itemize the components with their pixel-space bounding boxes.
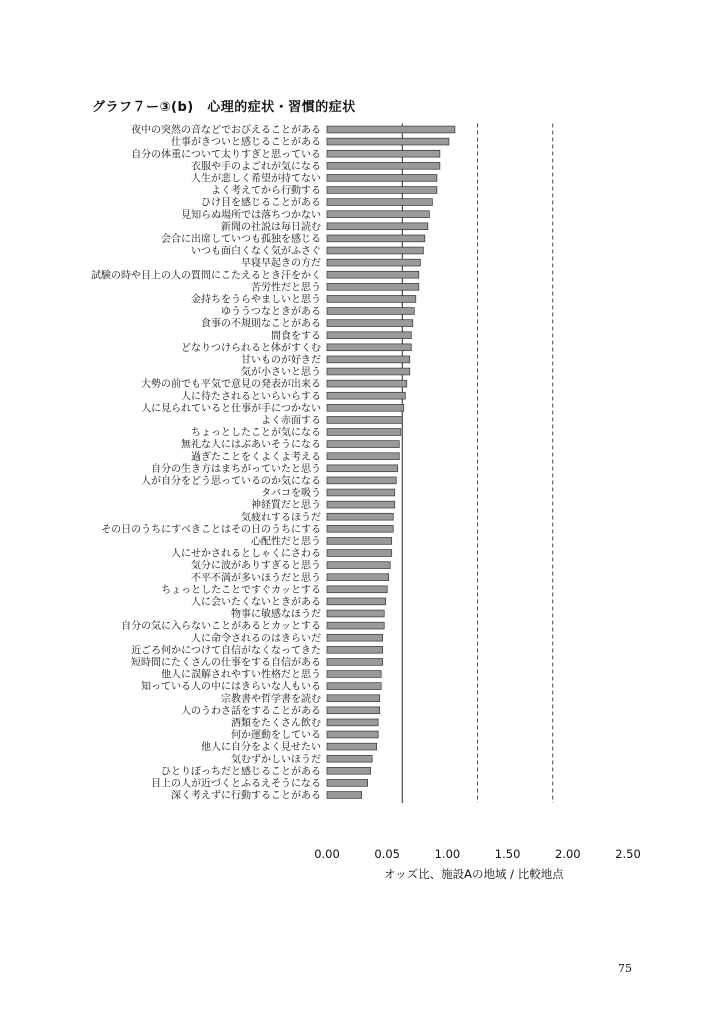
category-label: 人生が悲しく希望が持てない	[191, 173, 321, 185]
bar	[327, 150, 440, 157]
bar	[327, 235, 425, 242]
category-label: 食事の不規則なことがある	[201, 318, 321, 330]
category-label: ちょっとしたことが気になる	[191, 427, 321, 439]
category-label: 深く考えずに行動することがある	[171, 790, 321, 802]
category-label: 酒類をたくさん飲む	[231, 718, 321, 729]
category-label: 過ぎたことをくよくよ考える	[191, 451, 321, 463]
category-label: その日のうちにすべきことはその日のうちにする	[101, 524, 321, 536]
category-label: 気むずかしいほうだ	[231, 754, 321, 766]
bar	[327, 356, 410, 363]
category-label: 不平不満が多いほうだと思う	[191, 572, 321, 584]
category-label: 大勢の前でも平気で意見の発表が出来る	[141, 379, 321, 391]
category-label: ひけ目を感じることがある	[201, 197, 321, 209]
category-label: 人が自分をどう思っているのか気になる	[141, 476, 321, 487]
bar	[327, 489, 395, 496]
category-label: 人にせかされるとしゃくにさわる	[171, 548, 321, 560]
bar	[327, 550, 392, 557]
bar	[327, 586, 387, 593]
bar	[327, 138, 449, 145]
bar	[327, 707, 380, 714]
bar	[327, 634, 383, 641]
bar	[327, 598, 386, 605]
bar	[327, 332, 411, 339]
category-label: 仕事がきついと感じることがある	[171, 137, 321, 149]
bar	[327, 392, 405, 399]
bar	[327, 259, 420, 266]
category-label: 物事に敏感なほうだ	[231, 609, 321, 621]
category-label: 人のうわさ話をすることがある	[181, 705, 321, 717]
x-tick-label: 1.50	[494, 847, 521, 861]
category-label: 自分の体重について太りすぎと思っている	[131, 149, 321, 161]
bar	[327, 659, 383, 666]
bar	[327, 283, 419, 290]
category-label: 他人に自分をよく見せたい	[201, 742, 321, 754]
bar	[327, 513, 393, 520]
bar	[327, 743, 377, 750]
category-label: よく考えてから行動する	[211, 185, 321, 197]
category-label: 他人に誤解されやすい性格だと思う	[161, 669, 321, 681]
bar	[327, 296, 416, 303]
category-label: 心配性だと思う	[251, 536, 321, 548]
category-label: 何か運動をしている	[231, 730, 321, 742]
bar	[327, 780, 368, 787]
bar	[327, 622, 384, 629]
category-label: 短時間にたくさんの仕事をする自信がある	[131, 657, 321, 669]
bar	[327, 465, 398, 472]
category-label: ちょっとしたことですぐカッとする	[161, 584, 321, 596]
category-label: 苦労性だと思う	[251, 282, 321, 294]
bar	[327, 562, 390, 569]
bar	[327, 574, 389, 581]
bar	[327, 441, 399, 448]
bar	[327, 731, 378, 738]
x-axis-title: オッズ比、施設Aの地域 / 比較地点	[384, 867, 564, 881]
page-number: 75	[618, 962, 632, 975]
category-label: 気が小さいと思う	[241, 367, 321, 379]
x-tick-label: 0.05	[374, 847, 401, 861]
x-tick-label: 2.00	[554, 847, 581, 861]
category-label: 人に見られていると仕事が手につかない	[141, 403, 321, 415]
bar	[327, 187, 437, 194]
category-label: 間食をする	[271, 330, 321, 342]
category-label: 気分に波がありすぎると思う	[191, 560, 321, 572]
category-label: タバコを吸う	[261, 488, 321, 500]
bar	[327, 223, 428, 230]
bar	[327, 525, 393, 532]
bar	[327, 792, 362, 799]
bar	[327, 538, 392, 545]
category-label: 早寝早起きの方だ	[241, 258, 321, 270]
category-label: よく赤面する	[261, 415, 321, 427]
bar	[327, 211, 429, 218]
bar	[327, 453, 399, 460]
bar	[327, 477, 396, 484]
bars	[327, 126, 455, 798]
bar	[327, 126, 455, 133]
category-label: どなりつけられると体がすくむ	[181, 342, 321, 354]
category-label: 新聞の社説は毎日読む	[221, 221, 321, 233]
bar	[327, 308, 414, 315]
category-label: 神経質だと思う	[251, 500, 321, 512]
bar	[327, 344, 411, 351]
category-label: 人に命令されるのはきらいだ	[191, 633, 321, 645]
category-label: 人に待たされるといらいらする	[181, 391, 321, 403]
x-tick-label: 2.50	[615, 847, 641, 861]
bar	[327, 320, 413, 327]
bar	[327, 368, 410, 375]
bar	[327, 417, 402, 424]
category-label: いつも面白くなく気がふさぐ	[191, 246, 321, 258]
category-label: 甘いものが好きだ	[241, 355, 321, 366]
bar	[327, 501, 395, 508]
category-label: ひとりぼっちだと感じることがある	[161, 766, 321, 778]
category-label: 見知らぬ場所では落ちつかない	[181, 209, 321, 221]
chart-title: グラフ７ー③(b) 心理的症状・習慣的症状	[92, 100, 356, 115]
bar	[327, 755, 372, 762]
bar	[327, 247, 423, 254]
bar	[327, 380, 407, 387]
bar	[327, 683, 381, 690]
category-label: 目上の人が近づくとふるえそうになる	[151, 778, 321, 790]
x-tick-label: 1.00	[434, 847, 461, 861]
bar	[327, 767, 371, 774]
category-label: 試験の時や目上の人の質問にこたえるとき汗をかく	[91, 270, 321, 282]
bar	[327, 671, 381, 678]
category-label: 宗教書や哲学書を読む	[221, 693, 321, 705]
category-label: 金持ちをうらやましいと思う	[191, 294, 321, 306]
bar	[327, 271, 419, 278]
bar	[327, 199, 432, 206]
bar	[327, 610, 384, 617]
category-label: 会合に出席していつも孤独を感じる	[161, 234, 321, 245]
x-tick-label: 0.00	[314, 847, 340, 861]
category-label: 人に会いたくないときがある	[191, 597, 321, 608]
category-label: 近ごろ何かにつけて自信がなくなってきた	[131, 645, 321, 657]
category-label: 衣服や手のよごれが気になる	[191, 161, 321, 173]
category-label: 無礼な人にはぶあいそうになる	[181, 439, 321, 451]
category-label: 夜中の突然の音などでおびえることがある	[131, 125, 321, 137]
bar	[327, 429, 401, 436]
bar	[327, 162, 440, 169]
category-label: 気疲れするほうだ	[241, 512, 321, 524]
category-label: 自分の気に入らないことがあるとカッとする	[121, 621, 321, 633]
category-label: 知っている人の中にはきらいな人もいる	[141, 681, 321, 693]
bar	[327, 719, 378, 726]
bar	[327, 404, 404, 411]
category-labels	[91, 123, 321, 802]
bar	[327, 175, 437, 182]
category-label: ゆううつなときがある	[221, 306, 321, 318]
x-tick-labels	[314, 847, 641, 861]
category-label: 自分の生き方はまちがっていたと思う	[151, 463, 321, 475]
bar	[327, 695, 380, 702]
bar	[327, 646, 383, 653]
